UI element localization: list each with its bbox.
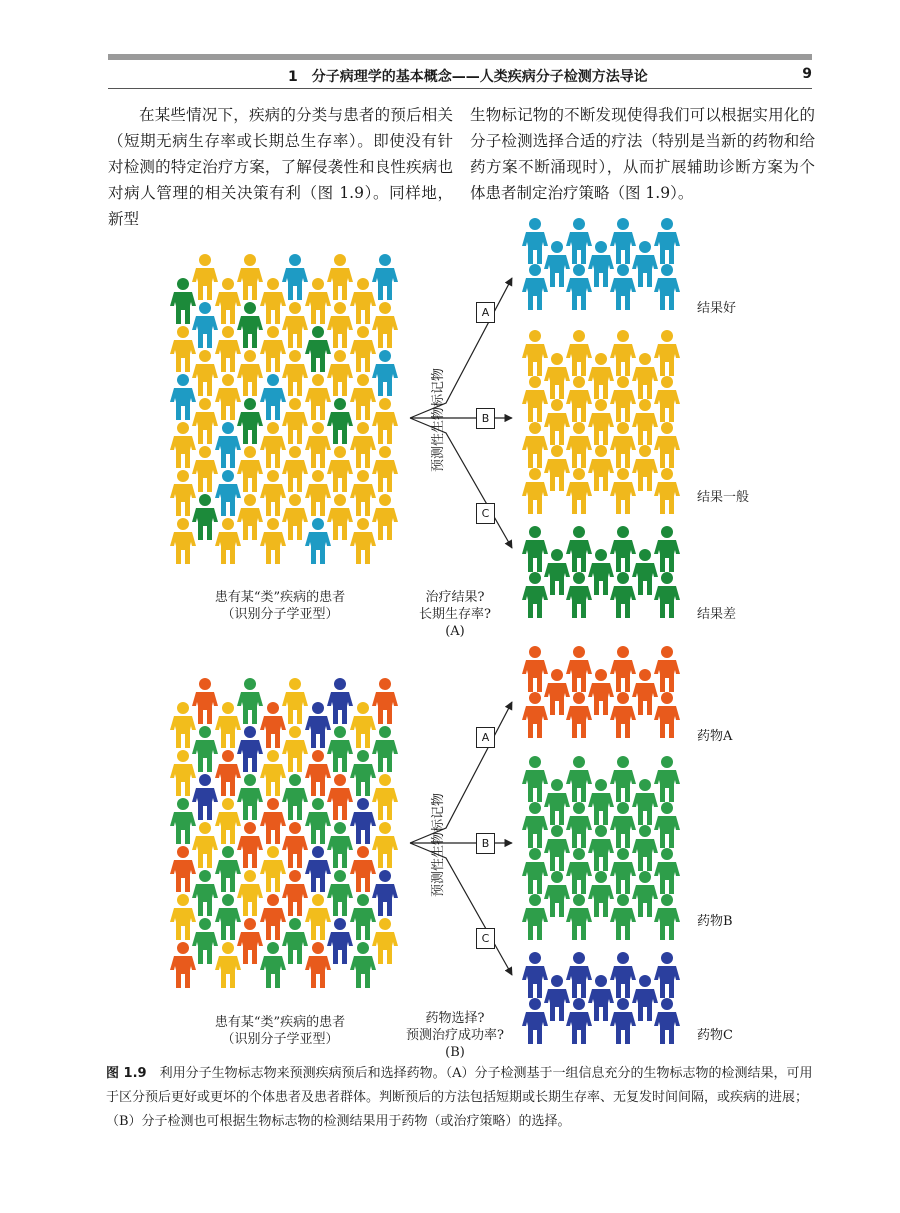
patient-figure bbox=[260, 750, 286, 796]
patient-figure bbox=[260, 374, 286, 420]
outcome-figure bbox=[566, 756, 592, 802]
outcome-figure bbox=[544, 353, 570, 399]
outcome-figure bbox=[610, 330, 636, 376]
patient-figure bbox=[237, 918, 263, 964]
patient-figure bbox=[237, 678, 263, 724]
outcome-figure bbox=[654, 802, 680, 848]
patient-figure bbox=[372, 726, 398, 772]
outcome-figure bbox=[544, 549, 570, 595]
outcome-figure bbox=[566, 264, 592, 310]
patient-figure bbox=[215, 846, 241, 892]
patient-figure bbox=[260, 702, 286, 748]
patient-figure bbox=[327, 350, 353, 396]
outcome-figure bbox=[566, 468, 592, 514]
patient-figure bbox=[170, 518, 196, 564]
patient-figure bbox=[282, 446, 308, 492]
patient-figure bbox=[350, 942, 376, 988]
patient-figure bbox=[192, 254, 218, 300]
patient-figure bbox=[237, 726, 263, 772]
patient-figure bbox=[372, 446, 398, 492]
patient-figure bbox=[305, 702, 331, 748]
patient-figure bbox=[170, 750, 196, 796]
patient-figure bbox=[305, 470, 331, 516]
outcome-figure bbox=[610, 802, 636, 848]
patient-figure bbox=[170, 470, 196, 516]
patient-figure bbox=[215, 470, 241, 516]
outcome-figure bbox=[610, 894, 636, 940]
outcome-figure bbox=[654, 756, 680, 802]
outcome-figure bbox=[522, 330, 548, 376]
patient-figure bbox=[305, 894, 331, 940]
patient-figure bbox=[282, 302, 308, 348]
drug-b-label: 药物B bbox=[697, 914, 733, 929]
outcome-figure bbox=[566, 894, 592, 940]
panel-tag-a: (A) bbox=[445, 624, 465, 639]
question-b-line2: 预测治疗成功率? bbox=[406, 1028, 504, 1043]
page-number: 9 bbox=[802, 66, 812, 82]
patient-figure bbox=[305, 798, 331, 844]
outcome-poor-label: 结果差 bbox=[697, 607, 737, 622]
outcome-figure bbox=[544, 825, 570, 871]
outcome-figure bbox=[610, 952, 636, 998]
patient-figure bbox=[170, 942, 196, 988]
patient-figure bbox=[282, 254, 308, 300]
patient-figure bbox=[350, 470, 376, 516]
branch-box-a: A bbox=[476, 302, 495, 323]
outcome-figure bbox=[522, 894, 548, 940]
outcome-figure bbox=[566, 848, 592, 894]
patient-figure bbox=[372, 494, 398, 540]
patient-crowd-b bbox=[170, 678, 398, 988]
patient-figure bbox=[305, 278, 331, 324]
patient-figure bbox=[237, 494, 263, 540]
outcome-figure bbox=[522, 376, 548, 422]
patient-figure bbox=[260, 470, 286, 516]
patient-figure bbox=[372, 254, 398, 300]
patient-figure bbox=[260, 422, 286, 468]
outcome-figure bbox=[654, 330, 680, 376]
outcome-figure bbox=[566, 376, 592, 422]
patient-figure bbox=[350, 278, 376, 324]
branch-box-a: A bbox=[476, 727, 495, 748]
patient-figure bbox=[170, 894, 196, 940]
patient-figure bbox=[305, 942, 331, 988]
patient-figure bbox=[282, 822, 308, 868]
predictive-biomarker-label-b: 预测性生物标记物 bbox=[431, 792, 446, 897]
outcome-figure bbox=[632, 353, 658, 399]
patient-figure bbox=[192, 822, 218, 868]
question-a-line2: 长期生存率? bbox=[419, 607, 491, 622]
patient-figure bbox=[372, 870, 398, 916]
drug-c-label: 药物C bbox=[697, 1028, 733, 1043]
outcome-figure bbox=[654, 422, 680, 468]
outcome-figure bbox=[566, 692, 592, 738]
outcome-figure bbox=[654, 952, 680, 998]
outcome-figure bbox=[610, 572, 636, 618]
outcome-figure bbox=[566, 330, 592, 376]
outcome-figure bbox=[654, 998, 680, 1044]
outcome-figure bbox=[654, 894, 680, 940]
outcome-figure bbox=[522, 848, 548, 894]
patient-figure bbox=[305, 750, 331, 796]
outcome-figure bbox=[522, 218, 548, 264]
population-label-a bbox=[170, 589, 390, 623]
question-label-a bbox=[390, 589, 520, 640]
population-label-b-line1: 患有某“类”疾病的患者 bbox=[214, 1015, 346, 1030]
branch-box-b: B bbox=[476, 833, 495, 854]
outcome-figure bbox=[610, 376, 636, 422]
patient-figure bbox=[192, 678, 218, 724]
outcome-figure bbox=[544, 779, 570, 825]
outcome-figure bbox=[632, 825, 658, 871]
outcome-figure bbox=[522, 756, 548, 802]
patient-figure bbox=[372, 398, 398, 444]
drug-a-label: 药物A bbox=[697, 729, 733, 744]
outcome-figure bbox=[522, 952, 548, 998]
patient-figure bbox=[170, 846, 196, 892]
outcome-figure bbox=[522, 572, 548, 618]
outcome-figure bbox=[522, 526, 548, 572]
outcome-figure bbox=[610, 646, 636, 692]
outcome-average-label: 结果一般 bbox=[697, 490, 750, 505]
population-label-a-line1: 患有某“类”疾病的患者 bbox=[214, 590, 346, 605]
outcome-figure bbox=[654, 848, 680, 894]
patient-figure bbox=[327, 822, 353, 868]
patient-figure bbox=[170, 326, 196, 372]
patient-figure bbox=[237, 398, 263, 444]
patient-figure bbox=[237, 302, 263, 348]
outcome-figure bbox=[632, 975, 658, 1021]
outcome-figure bbox=[544, 669, 570, 715]
patient-figure bbox=[260, 942, 286, 988]
patient-figure bbox=[372, 678, 398, 724]
population-label-b-line2: （识别分子学亚型） bbox=[221, 1032, 339, 1047]
patient-figure bbox=[260, 518, 286, 564]
outcome-figure bbox=[632, 399, 658, 445]
outcome-groups-a bbox=[522, 218, 680, 618]
branch-lines-b bbox=[410, 702, 512, 975]
figure-caption bbox=[106, 1062, 816, 1134]
outcome-figure bbox=[632, 669, 658, 715]
patient-figure bbox=[192, 446, 218, 492]
outcome-figure bbox=[588, 549, 614, 595]
outcome-figure bbox=[544, 871, 570, 917]
patient-figure bbox=[372, 350, 398, 396]
patient-figure bbox=[282, 494, 308, 540]
outcome-figure bbox=[654, 572, 680, 618]
outcome-figure bbox=[566, 572, 592, 618]
outcome-figure bbox=[522, 422, 548, 468]
outcome-figure bbox=[632, 549, 658, 595]
patient-figure bbox=[215, 942, 241, 988]
outcome-figure bbox=[544, 241, 570, 287]
outcome-figure bbox=[566, 998, 592, 1044]
patient-figure bbox=[282, 774, 308, 820]
patient-figure bbox=[260, 894, 286, 940]
patient-figure bbox=[192, 726, 218, 772]
patient-figure bbox=[350, 846, 376, 892]
outcome-figure bbox=[566, 218, 592, 264]
outcome-figure bbox=[654, 218, 680, 264]
patient-figure bbox=[305, 518, 331, 564]
patient-figure bbox=[170, 422, 196, 468]
outcome-figure bbox=[544, 445, 570, 491]
patient-figure bbox=[260, 278, 286, 324]
patient-figure bbox=[327, 774, 353, 820]
patient-figure bbox=[350, 374, 376, 420]
patient-figure bbox=[215, 702, 241, 748]
patient-figure bbox=[372, 822, 398, 868]
patient-figure bbox=[372, 774, 398, 820]
patient-figure bbox=[350, 326, 376, 372]
outcome-figure bbox=[522, 646, 548, 692]
patient-figure bbox=[327, 254, 353, 300]
patient-figure bbox=[282, 350, 308, 396]
patient-figure bbox=[215, 750, 241, 796]
patient-figure bbox=[192, 302, 218, 348]
outcome-figure bbox=[588, 241, 614, 287]
population-label-a-line2: （识别分子学亚型） bbox=[221, 607, 339, 622]
patient-figure bbox=[305, 326, 331, 372]
outcome-figure bbox=[654, 692, 680, 738]
outcome-figure bbox=[610, 264, 636, 310]
patient-figure bbox=[327, 918, 353, 964]
outcome-figure bbox=[654, 376, 680, 422]
outcome-figure bbox=[588, 779, 614, 825]
patient-figure bbox=[215, 518, 241, 564]
caption-text: 利用分子生物标志物来预测疾病预后和选择药物。（A）分子检测基于一组信息充分的生物标志物的检测结果，可用于区分预后更好或更坏的个体患者及患者群体。判断预后的方法包括短期或长期生存率、无复发时间间隔，或疾病的进展；（B）分子检测也可根据生物标志物的检测结果用于药物（或治疗策略）的选择。 bbox=[106, 1066, 813, 1129]
patient-figure bbox=[327, 446, 353, 492]
patient-figure bbox=[215, 374, 241, 420]
patient-figure bbox=[237, 446, 263, 492]
outcome-figure bbox=[544, 975, 570, 1021]
outcome-figure bbox=[522, 264, 548, 310]
outcome-figure bbox=[632, 445, 658, 491]
panel-tag-b: (B) bbox=[445, 1045, 465, 1060]
outcome-figure bbox=[588, 353, 614, 399]
branch-lines-a bbox=[410, 278, 512, 548]
question-b-line1: 药物选择? bbox=[425, 1011, 485, 1026]
outcome-figure bbox=[610, 526, 636, 572]
outcome-figure bbox=[632, 241, 658, 287]
outcome-figure bbox=[544, 399, 570, 445]
patient-figure bbox=[215, 894, 241, 940]
outcome-figure bbox=[566, 646, 592, 692]
patient-figure bbox=[372, 302, 398, 348]
question-a-line1: 治疗结果? bbox=[425, 590, 485, 605]
patient-figure bbox=[192, 774, 218, 820]
outcome-figure bbox=[610, 692, 636, 738]
chapter-title: 1 分子病理学的基本概念——人类疾病分子检测方法导论 bbox=[288, 69, 648, 85]
patient-figure bbox=[192, 398, 218, 444]
patient-figure bbox=[327, 302, 353, 348]
outcome-figure bbox=[654, 646, 680, 692]
outcome-figure bbox=[522, 998, 548, 1044]
patient-figure bbox=[237, 254, 263, 300]
patient-figure bbox=[237, 774, 263, 820]
patient-figure bbox=[350, 798, 376, 844]
patient-figure bbox=[192, 494, 218, 540]
patient-figure bbox=[282, 726, 308, 772]
outcome-figure bbox=[654, 468, 680, 514]
patient-figure bbox=[327, 870, 353, 916]
branch-box-c: C bbox=[476, 503, 495, 524]
branch-box-c: C bbox=[476, 928, 495, 949]
outcome-figure bbox=[610, 468, 636, 514]
outcome-figure bbox=[588, 445, 614, 491]
outcome-figure bbox=[632, 779, 658, 825]
outcome-figure bbox=[610, 218, 636, 264]
patient-figure bbox=[170, 278, 196, 324]
patient-figure bbox=[350, 702, 376, 748]
outcome-groups-b bbox=[522, 646, 680, 1044]
outcome-figure bbox=[610, 848, 636, 894]
patient-figure bbox=[282, 870, 308, 916]
patient-figure bbox=[350, 750, 376, 796]
population-label-b bbox=[170, 1014, 390, 1048]
patient-figure bbox=[350, 422, 376, 468]
outcome-figure bbox=[588, 975, 614, 1021]
caption-label: 图 1.9 bbox=[106, 1066, 147, 1081]
patient-figure bbox=[192, 350, 218, 396]
outcome-figure bbox=[588, 669, 614, 715]
patient-figure bbox=[215, 798, 241, 844]
patient-figure bbox=[305, 422, 331, 468]
outcome-figure bbox=[654, 526, 680, 572]
branch-box-b: B bbox=[476, 408, 495, 429]
patient-figure bbox=[305, 374, 331, 420]
patient-figure bbox=[192, 918, 218, 964]
outcome-figure bbox=[654, 264, 680, 310]
patient-figure bbox=[327, 398, 353, 444]
outcome-figure bbox=[588, 871, 614, 917]
patient-figure bbox=[170, 798, 196, 844]
outcome-figure bbox=[522, 692, 548, 738]
question-label-b bbox=[390, 1010, 520, 1061]
patient-figure bbox=[327, 494, 353, 540]
patient-figure bbox=[282, 918, 308, 964]
patient-figure bbox=[305, 846, 331, 892]
patient-figure bbox=[170, 374, 196, 420]
patient-figure bbox=[260, 798, 286, 844]
outcome-figure bbox=[566, 422, 592, 468]
outcome-figure bbox=[588, 825, 614, 871]
patient-figure bbox=[237, 870, 263, 916]
outcome-figure bbox=[588, 399, 614, 445]
patient-figure bbox=[215, 278, 241, 324]
patient-figure bbox=[282, 678, 308, 724]
patient-figure bbox=[260, 326, 286, 372]
patient-figure bbox=[350, 518, 376, 564]
body-paragraph-left: 在某些情况下，疾病的分类与患者的预后相关（短期无病生存率或长期总生存率）。即使没有针对检测的特定治疗方案，了解侵袭性和良性疾病也对病人管理的相关决策有利（图 1.9）。同样地，新型 bbox=[108, 106, 453, 228]
patient-figure bbox=[327, 678, 353, 724]
patient-figure bbox=[350, 894, 376, 940]
patient-figure bbox=[282, 398, 308, 444]
patient-figure bbox=[237, 822, 263, 868]
outcome-figure bbox=[522, 802, 548, 848]
patient-figure bbox=[372, 918, 398, 964]
patient-figure bbox=[170, 702, 196, 748]
body-paragraph-right: 生物标记物的不断发现使得我们可以根据实用化的分子检测选择合适的疗法（特别是当新的药物和给药方案不断涌现时），从而扩展辅助诊断方案为个体患者制定治疗策略（图 1.9）。 bbox=[470, 106, 815, 202]
outcome-figure bbox=[522, 468, 548, 514]
patient-figure bbox=[237, 350, 263, 396]
patient-figure bbox=[260, 846, 286, 892]
patient-figure bbox=[215, 422, 241, 468]
patient-figure bbox=[327, 726, 353, 772]
outcome-figure bbox=[610, 998, 636, 1044]
outcome-good-label: 结果好 bbox=[697, 301, 737, 316]
outcome-figure bbox=[610, 422, 636, 468]
predictive-biomarker-label-a: 预测性生物标记物 bbox=[431, 367, 446, 472]
outcome-figure bbox=[566, 952, 592, 998]
outcome-figure bbox=[566, 526, 592, 572]
patient-figure bbox=[215, 326, 241, 372]
patient-figure bbox=[192, 870, 218, 916]
patient-crowd-a bbox=[170, 254, 398, 564]
outcome-figure bbox=[610, 756, 636, 802]
outcome-figure bbox=[566, 802, 592, 848]
outcome-figure bbox=[632, 871, 658, 917]
